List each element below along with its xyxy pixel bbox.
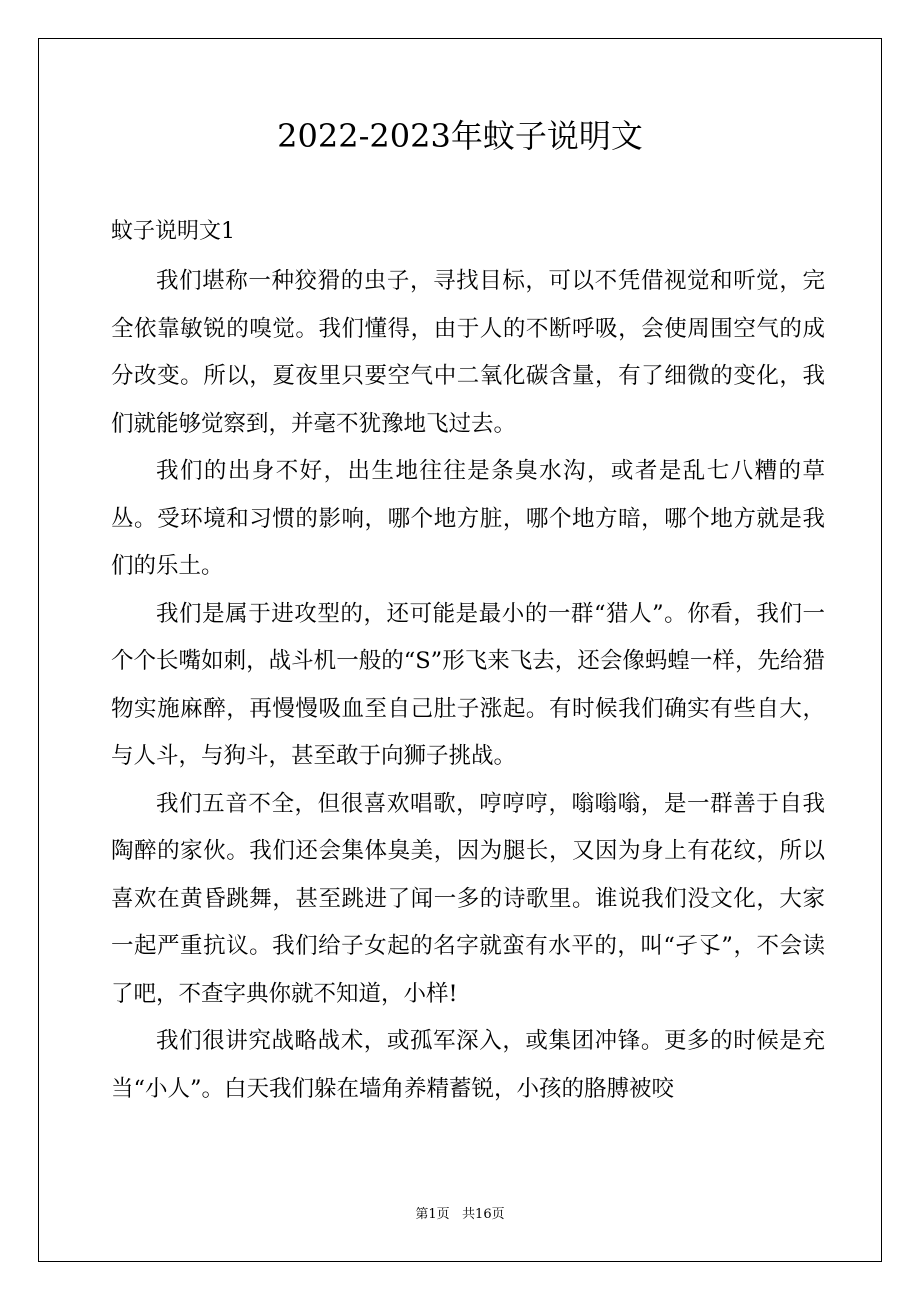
paragraph: 我们堪称一种狡猾的虫子，寻找目标，可以不凭借视觉和听觉，完全依靠敏锐的嗅觉。我们懂得，由于人的不断呼吸，会使周围空气的成分改变。所以，夏夜里只要空气中二氧化碳含量，有了细微的变化，我们就能够觉察到，并毫不犹豫地飞过去。 [111,268,825,437]
paragraph: 我们五音不全，但很喜欢唱歌，哼哼哼，嗡嗡嗡，是一群善于自我陶醉的家伙。我们还会集体臭美，因为腿长，又因为身上有花纹，所以喜欢在黄昏跳舞，甚至跳进了闻一多的诗歌里。谁说我们没文化，大家一起严重抗议。我们给子女起的名字就蛮有水平的，叫“孑孓”，不会读了吧，不查字典你就不知道，小样! [111,790,825,1007]
paragraph: 我们是属于进攻型的，还可能是最小的一群“猎人”。你看，我们一个个长嘴如刺，战斗机一般的“S”形飞来飞去，还会像蚂蝗一样，先给猎物实施麻醉，再慢慢吸血至自己肚子涨起。有时候我们确实有些自大，与人斗，与狗斗，甚至敢于向狮子挑战。 [111,600,825,769]
document-title: 2022-2023年蚊子说明文 [277,117,643,155]
section-heading: 蚊子说明文1 [111,219,235,244]
paragraph: 我们的出身不好，出生地往往是条臭水沟，或者是乱七八糟的草丛。受环境和习惯的影响，哪个地方脏，哪个地方暗，哪个地方就是我们的乐土。 [111,458,825,579]
page-footer: 第1页 共16页 [415,1207,505,1222]
paragraph: 我们很讲究战略战术，或孤军深入，或集团冲锋。更多的时候是充当“小人”。白天我们躲在墙角养精蓄锐，小孩的胳膊被咬 [111,1028,825,1102]
document-body [111,258,825,1113]
